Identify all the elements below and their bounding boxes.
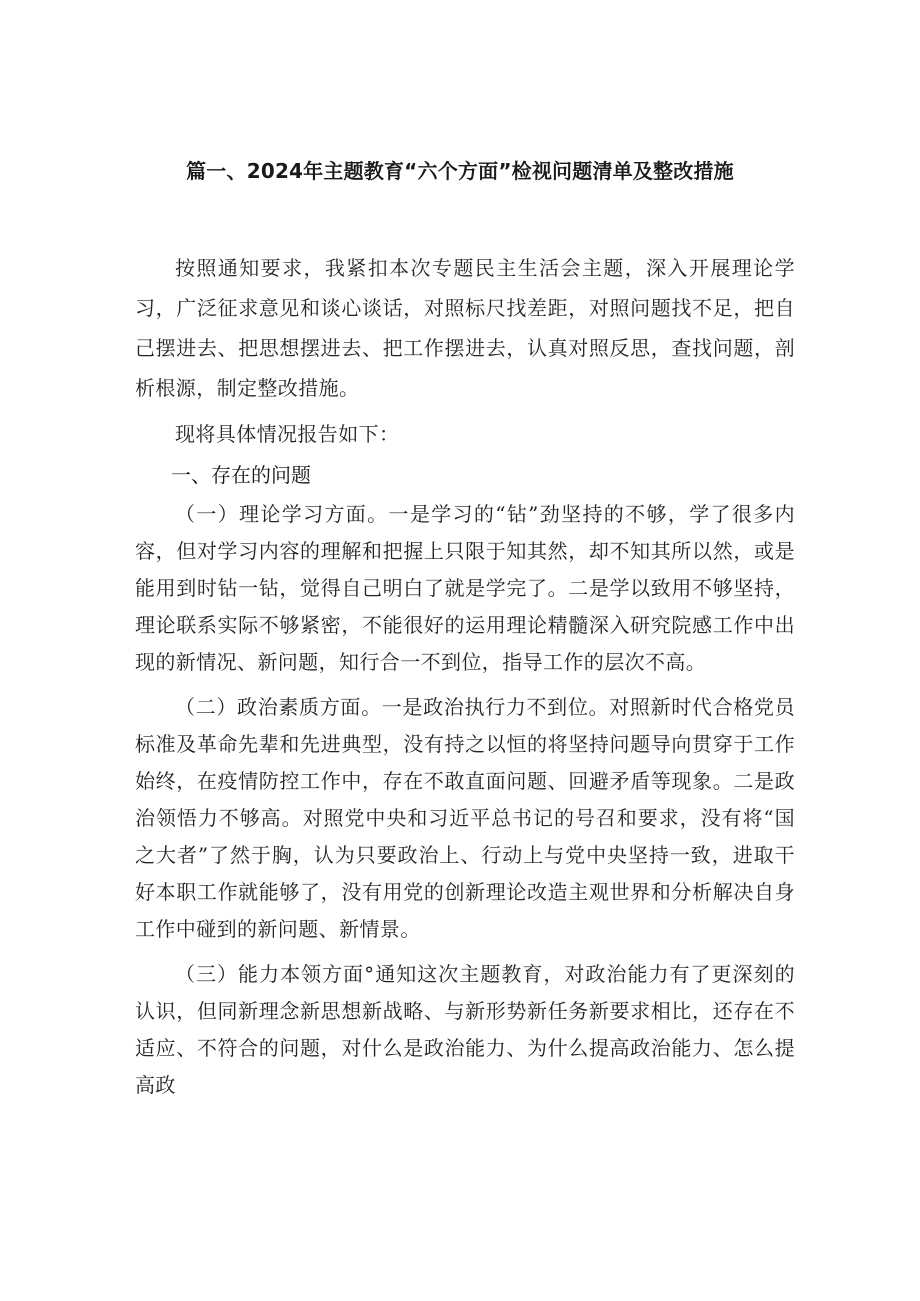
paragraph-ability: （三）能力本领方面°通知这次主题教育，对政治能力有了更深刻的认识，但同新理念新思想新战略、与新形势新任务新要求相比，还存在不适应、不符合的问题，对什么是政治能力、为什么提高政治能力、怎么提高政 (135, 962, 795, 1097)
section-heading-problems: 一、存在的问题 (171, 463, 311, 487)
document-body (135, 248, 795, 1104)
document-title: 篇一、2024年主题教育“六个方面”检视问题清单及整改措施 (186, 159, 734, 183)
paragraph-political-quality: （二）政治素质方面。一是政治执行力不到位。对照新时代合格党员标准及革命先辈和先进典型，没有持之以恒的将坚持问题导向贯穿于工作始终，在疫情防控工作中，存在不敢直面问题、回避矛盾等现象。二是政治领悟力不够高。对照党中央和习近平总书记的号召和要求，没有将“国之大者”了然于胸，认为只要政治上、行动上与党中央坚持一致，进取干好本职工作就能够了，没有用党的创新理论改造主观世界和分析解决自身工作中碰到的新问题、新情景。 (135, 695, 795, 941)
report-intro-line: 现将具体情况报告如下： (175, 422, 400, 446)
paragraph-theory-study: （一）理论学习方面。一是学习的“钻”劲坚持的不够，学了很多内容，但对学习内容的理解和把握上只限于知其然，却不知其所以然，或是能用到时钻一钻，觉得自己明白了就是学完了。二是学以致用不够坚持，理论联系实际不够紧密，不能很好的运用理论精髓深入研究院感工作中出现的新情况、新问题，知行合一不到位，指导工作的层次不高。 (135, 502, 795, 674)
intro-paragraph: 按照通知要求，我紧扣本次专题民主生活会主题，深入开展理论学习，广泛征求意见和谈心谈话，对照标尺找差距，对照问题找不足，把自己摆进去、把思想摆进去、把工作摆进去，认真对照反思，查找问题，剖析根源，制定整改措施。 (135, 256, 795, 400)
